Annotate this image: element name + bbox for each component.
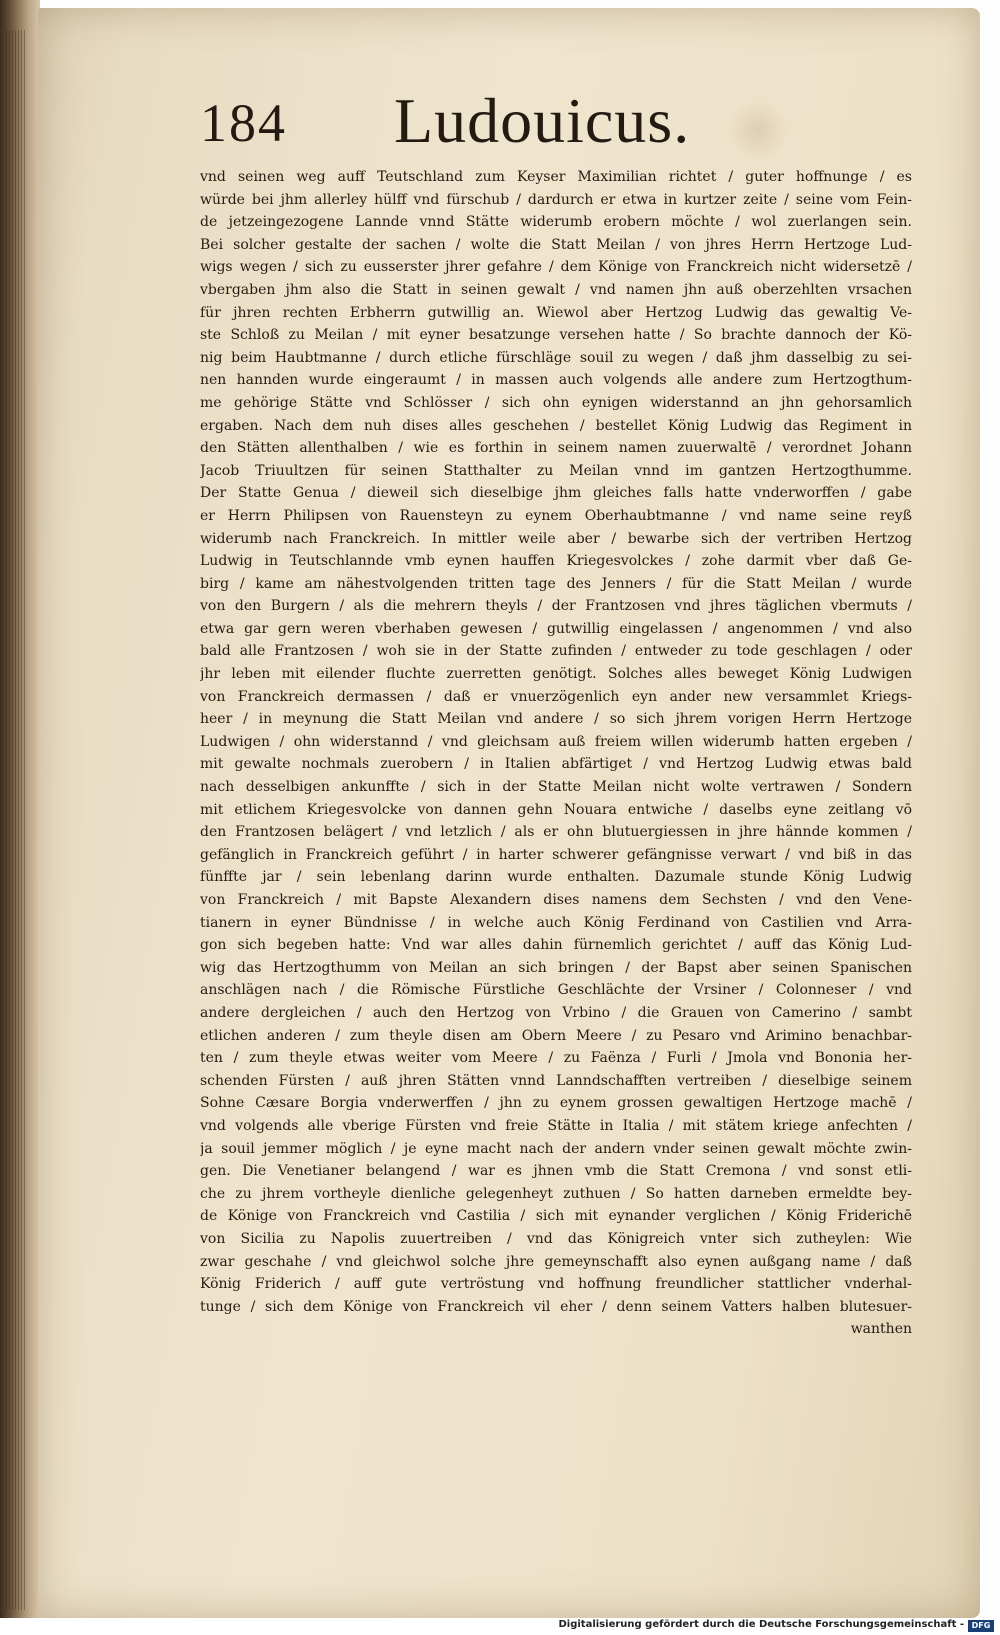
text-line: gefänglich in Franckreich geführt / in harter schwerer gefängnisse verwart / vnd biß in das: [200, 846, 912, 863]
text-line: den Frantzosen belägert / vnd letzlich / als er ohn blutuergiessen in jhre hännde kommen /: [200, 824, 912, 841]
text-line: von den Burgern / als die mehrern theyls / der Frantzosen vnd jhres täglichen vbermuts /: [200, 598, 912, 615]
text-line: de jetzeingezogene Lannde vnnd Stätte widerumb erobern möchte / wol zuerlangen sein.: [200, 214, 912, 231]
body-text: [200, 166, 912, 1341]
text-line: vnd seinen weg auff Teutschland zum Keyser Maximilian richtet / guter hoffnunge / es: [200, 169, 912, 185]
page-edge-stack: [6, 30, 26, 1610]
text-line: König Friderich / auff gute vertröstung vnd hoffnung freundlicher stattlicher vnderhal-: [200, 1276, 912, 1293]
text-line: von Franckreich dermassen / daß er vnuerzögenlich eyn ander new versammlet Kriegs-: [200, 688, 912, 705]
text-line: etlichen anderen / zum theyle disen am Obern Meere / zu Pesaro vnd Arimino benachbar-: [200, 1027, 912, 1044]
text-line: tunge / sich dem Könige von Franckreich vil eher / denn seinem Vatters halben blutesuer-: [200, 1298, 912, 1315]
text-line: andere dergleichen / auch den Hertzog von Vrbino / die Grauen von Camerino / sambt: [200, 1004, 912, 1021]
text-line: Ludwigen / ohn widerstannd / vnd gleichsam auß freiem willen widerumb hatten ergeben /: [200, 733, 912, 750]
text-line: vnd volgends alle vberige Fürsten vnd freie Stätte in Italia / mit stätem kriege anfechten /: [200, 1117, 912, 1134]
text-line: tianern in eyner Bündnisse / in welche auch König Ferdinand von Castilien vnd Arra-: [200, 914, 912, 931]
text-line: für jhren rechten Erbherrn gutwillig an. Wiewol aber Hertzog Ludwig das gewaltig Ve-: [200, 304, 912, 321]
page-number: 184: [200, 93, 287, 153]
text-line: schenden Fürsten / auß jhren Stätten vnnd Lanndschafften vertreiben / dieselbige seinem: [200, 1072, 912, 1089]
text-line: nach desselbigen ankunffte / sich in der Statte Meilan nicht wolte vertrawen / Sondern: [200, 779, 912, 796]
text-line: mit gewalte nochmals zuerobern / in Italien abfärtiget / vnd Hertzog Ludwig etwas bald: [200, 756, 912, 773]
text-line: würde bei jhm allerley hülff vnd fürschub / dardurch er etwa in kurtzer zeite / seine vom Fein-: [200, 191, 912, 208]
text-line: jhr leben mit eilender fluchte zuerretten genötigt. Solches alles beweget König Ludwigen: [200, 666, 912, 683]
text-line: Sohne Cæsare Borgia vnderwerffen / jhn zu eynem grossen gewaltigen Hertzoge machē /: [200, 1095, 912, 1112]
text-line: wig das Hertzogthumm von Meilan an sich bringen / der Bapst aber seinen Spanischen: [200, 959, 912, 976]
text-line: heer / in meynung die Statt Meilan vnd andere / so sich jhrem vorigen Herrn Hertzoge: [200, 711, 912, 728]
text-line: von Sicilia zu Napolis zuuertreiben / vnd das Königreich vnter sich zutheylen: Wie: [200, 1230, 912, 1247]
text-line: ten / zum theyle etwas weiter vom Meere / zu Faënza / Furli / Jmola vnd Bononia her-: [200, 1050, 912, 1067]
text-line: ergaben. Nach dem nuh dises alles geschehen / bestellet König Ludwig das Regiment in: [200, 417, 912, 434]
footer-credit: Digitalisierung gefördert durch die Deutsche Forschungsgemeinschaft -: [558, 1619, 964, 1630]
text-line: wigs wegen / sich zu eusserster jhrer gefahre / dem Könige von Franckreich nicht widersetzē /: [200, 259, 912, 276]
text-line: Jacob Triuultzen für seinen Statthalter zu Meilan vnnd im gantzen Hertzogthumme.: [200, 462, 912, 479]
text-line: birg / kame am nähestvolgenden tritten tage des Jenners / für die Statt Meilan / wurde: [200, 575, 912, 592]
text-line: Der Statte Genua / dieweil sich dieselbige jhm gleiches falls hatte vnderworffen / gabe: [200, 485, 912, 502]
text-line: gon sich begeben hatte: Vnd war alles dahin fürnemlich gerichtet / auff das König Lud-: [200, 937, 912, 954]
text-line: er Herrn Philipsen von Rauensteyn zu eynem Oberhaubtmanne / vnd name seine reyß: [200, 507, 912, 524]
catchword: wanthen: [850, 1321, 912, 1338]
text-line: den Stätten allenthalben / wie es forthin in seinem namen zuuerwaltē / verordnet Johann: [200, 440, 912, 457]
text-line: nig beim Haubtmanne / durch etliche fürschläge souil zu wegen / daß jhm dasselbig zu sei-: [200, 349, 912, 366]
text-line: ja souil jemmer möglich / je eyne macht nach der andern vnder seinen gewalt möchte zwin-: [200, 1140, 912, 1157]
text-line: che zu jhrem vortheyle dienliche gelegenheyt zuthuen / So hatten darneben ermeldte bey-: [200, 1185, 912, 1202]
text-line: de Könige von Franckreich vnd Castilia / sich mit eynander verglichen / König Friderichē: [200, 1208, 912, 1225]
running-head: Ludouicus.: [394, 85, 691, 156]
text-line: zwar geschahe / vnd gleichwol solche jhre gemeynschafft also eynen außgang name / daß: [200, 1253, 912, 1270]
text-line: etwa gar gern weren vberhaben gewesen / gutwillig eingelassen / angenommen / vnd also: [200, 620, 912, 637]
text-line: ste Schloß zu Meilan / mit eyner besatzunge versehen hatte / So brachte dannoch der Kö-: [200, 327, 912, 344]
text-line: me gehörige Stätte vnd Schlösser / sich ohn eynigen widerstannd an jhn gehorsamlich: [200, 394, 912, 411]
text-line: bald alle Frantzosen / woh sie in der Statte zufinden / entweder zu tode geschlagen / oder: [200, 643, 912, 660]
text-line: mit etlichem Kriegesvolcke von dannen gehn Nouara entwiche / daselbs eyne zeitlang vō: [200, 801, 912, 818]
text-line: anschlägen nach / die Römische Fürstliche Geschlächte der Vrsiner / Colonneser / vnd: [200, 982, 912, 999]
text-line: Ludwig in Teutschlannde vmb eynen hauffen Kriegesvolckes / zohe darmit vber daß Ge-: [200, 553, 912, 570]
text-line: Bei solcher gestalte der sachen / wolte die Statt Meilan / von jhres Herrn Hertzoge Lud-: [200, 236, 912, 253]
text-line: gen. Die Venetianer belangend / war es jhnen vmb die Statt Cremona / vnd sonst etli-: [200, 1163, 912, 1180]
text-line: vbergaben jhm also die Statt in seinen gewalt / vnd namen jhn auß oberzehlten vrsachen: [200, 281, 912, 298]
dfg-logo: DFG: [968, 1620, 994, 1632]
text-line: von Franckreich / mit Bapste Alexandern dises namens dem Sechsten / vnd den Vene-: [200, 892, 912, 908]
paper-stain: [728, 100, 788, 160]
text-line: fünffte jar / sein lebenlang darinn wurde enthalten. Dazumale stunde König Ludwig: [200, 869, 912, 886]
text-line: widerumb nach Franckreich. In mittler weile aber / bewarbe sich der vertriben Hertzog: [200, 530, 912, 547]
text-line: nen hannden wurde eingeraumt / in massen auch volgends alle andere zum Hertzogthum-: [200, 372, 912, 389]
